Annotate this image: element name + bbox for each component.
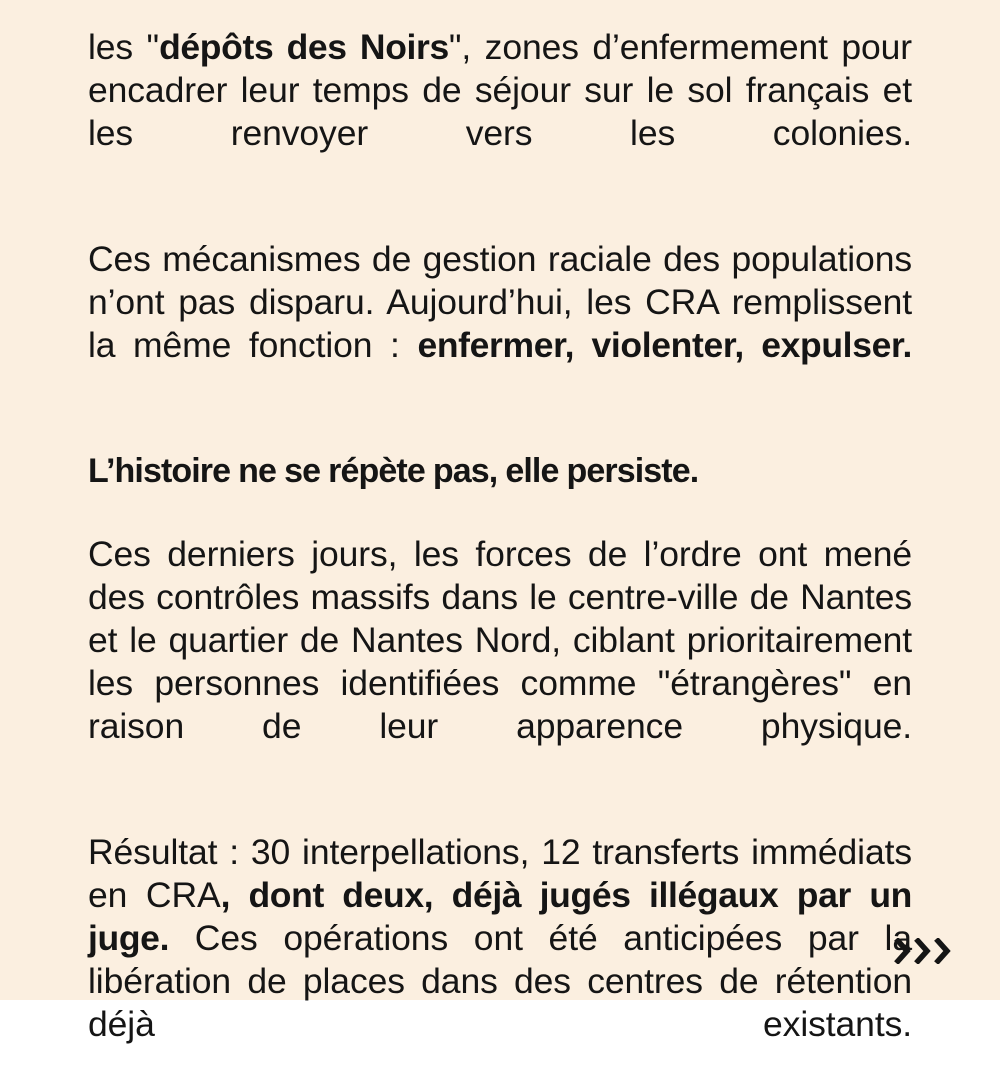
text-run-plain: les " bbox=[88, 27, 160, 67]
text-run-plain: ", zones d’enfermement pour encadrer leur temps de séjour sur le sol français et les renvoyer vers les colonies. bbox=[88, 27, 912, 153]
chevron-right-icon bbox=[894, 938, 912, 964]
paragraph-5 bbox=[88, 831, 912, 1089]
paragraph-2 bbox=[88, 238, 912, 410]
next-slide-indicator[interactable] bbox=[894, 938, 952, 964]
paragraph-4 bbox=[88, 533, 912, 791]
text-run-plain: Résultat : 30 interpellations, 12 transferts immédiats en CRA bbox=[88, 832, 912, 915]
paragraph-statement: L’histoire ne se répète pas, elle persiste. bbox=[88, 452, 699, 490]
text-run-bold: , dont deux, déjà jugés illégaux par un juge. bbox=[88, 875, 912, 958]
paragraph-1 bbox=[88, 26, 912, 198]
chevron-right-icon bbox=[914, 938, 932, 964]
text-run-bold: enfermer, violenter, expulser. bbox=[417, 325, 913, 365]
text-run-bold: dépôts des Noirs bbox=[159, 27, 449, 67]
text-run-plain: Ces opérations ont été anticipées par la libération de places dans des centres de rétention déjà existants. bbox=[88, 918, 912, 1044]
chevron-right-icon bbox=[934, 938, 952, 964]
text-run-plain: Ces derniers jours, les forces de l’ordre ont mené des contrôles massifs dans le centre-ville de Nantes et le quartier de Nantes Nord, ciblant prioritairement les personnes identifiées comme "étrangères" en raison de leur apparence physique. bbox=[88, 534, 912, 746]
text-run-plain: Ces mécanismes de gestion raciale des populations n’ont pas disparu. Aujourd’hui, les CRA remplissent la même fonction : bbox=[88, 239, 912, 365]
card-text-content bbox=[88, 26, 912, 1089]
